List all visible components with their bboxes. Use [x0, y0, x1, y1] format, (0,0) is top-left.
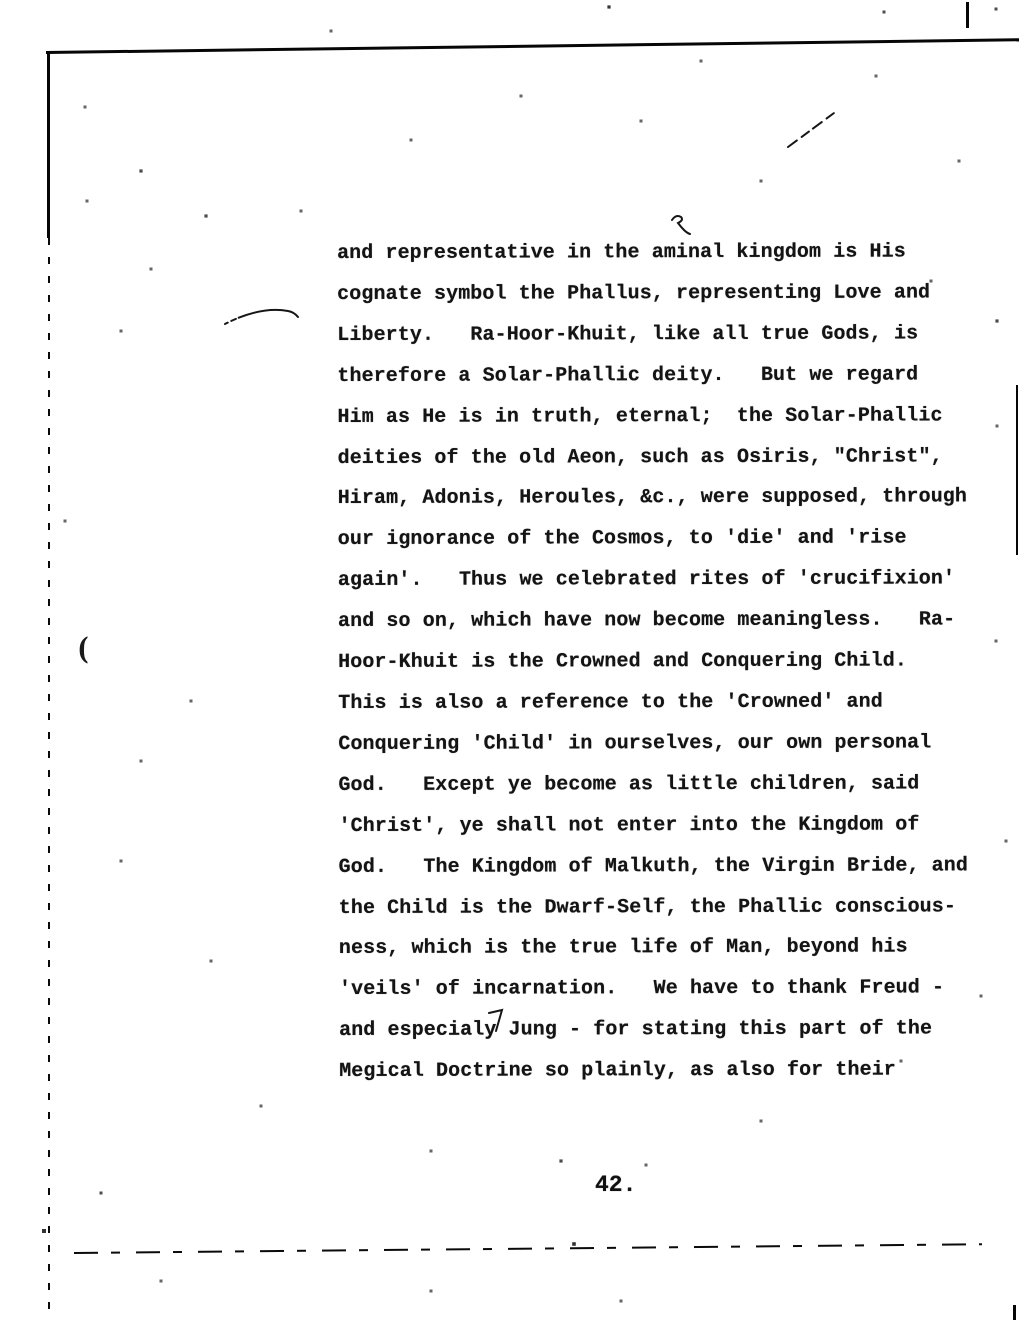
typescript-line: ness, which is the true life of Man, beyond his — [338, 935, 908, 961]
typescript-line: and so on, which have now become meaningless. Ra- — [337, 608, 956, 634]
typescript-line: our ignorance of the Cosmos, to 'die' and 'rise — [337, 526, 907, 552]
typescript-line: This is also a reference to the 'Crowned' and — [338, 690, 883, 715]
typescript-line: Conquering 'Child' in ourselves, our own personal — [338, 731, 932, 756]
typescript-line: and representative in the aminal kingdom is His — [337, 240, 906, 265]
typescript-line: 'Christ', ye shall not enter into the Kingdom of — [338, 813, 920, 838]
typescript-text-block — [337, 232, 969, 1093]
typescript-line: Him as He is in truth, eternal; the Solar-Phallic — [337, 404, 943, 429]
typescript-line: Hiram, Adonis, Heroules, &c., were supposed, through — [337, 485, 968, 511]
typescript-line: deities of the old Aeon, such as Osiris, "Christ", — [337, 444, 943, 470]
margin-paren-mark: ( — [77, 632, 89, 667]
page-top-edge-line — [46, 38, 1019, 54]
typescript-line: Megical Doctrine so plainly, as also for their — [339, 1058, 896, 1084]
page-left-edge-dotted-line — [48, 238, 50, 1320]
typescript-line: Hoor-Khuit is the Crowned and Conquering Child. — [338, 649, 907, 675]
pencil-scribble-mark — [786, 106, 838, 150]
page-right-edge-line — [1016, 385, 1018, 555]
typescript-line: the Child is the Dwarf-Self, the Phallic conscious- — [338, 894, 956, 920]
typescript-line: cognate symbol the Phallus, representing Love and — [337, 281, 931, 306]
typescript-line: God. Except ye become as little children, said — [338, 772, 920, 797]
scan-tick-bottom-right — [1013, 1305, 1016, 1320]
typescript-line: 'veils' of incarnation. We have to thank Freud - — [338, 976, 945, 1002]
typescript-line: God. The Kingdom of Malkuth, the Virgin Bride, and — [338, 853, 968, 879]
typescript-line: again'. Thus we celebrated rites of 'crucifixion' — [337, 567, 956, 593]
page-number: 42. — [595, 1172, 637, 1198]
typescript-line: and especialy Jung - for stating this part of the — [339, 1017, 933, 1043]
page-bottom-edge-dashed-line — [74, 1243, 982, 1254]
scan-tick-top-right — [966, 2, 969, 28]
typescript-line: Liberty. Ra-Hoor-Khuit, like all true Gods, is — [337, 322, 919, 347]
page-left-edge-line — [47, 53, 50, 238]
margin-arc-mark — [222, 302, 302, 328]
scan-noise-speckles — [0, 0, 2, 2]
typescript-line: therefore a Solar-Phallic deity. But we regard — [337, 363, 919, 388]
